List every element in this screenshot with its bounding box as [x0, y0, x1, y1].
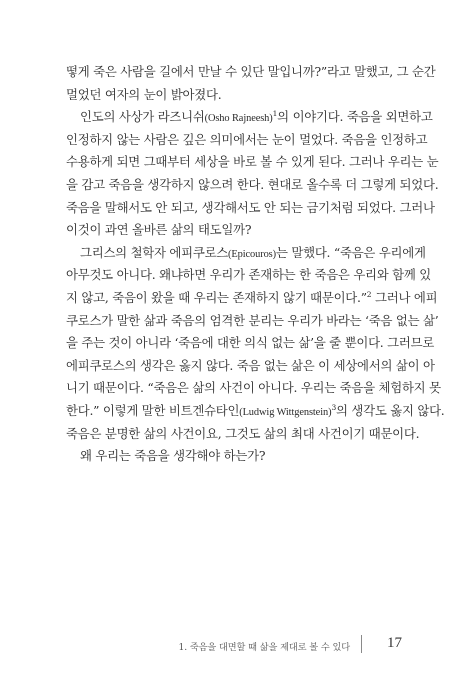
line-text: 인정하지 않는 사람은 깊은 의미에서는 눈이 멀었다. 죽음을 인정하고 [66, 131, 428, 147]
body-text [66, 61, 445, 468]
text-line [66, 423, 420, 446]
footer-divider [361, 635, 362, 653]
text-line [66, 377, 441, 400]
text-line [66, 287, 438, 310]
line-text: 그러나 에피 [371, 289, 438, 305]
line-text: 에피쿠로스의 생각은 옳지 않다. 죽음 없는 삶은 이 세상에서의 삶이 아 [66, 357, 435, 373]
line-text: 그리스의 철학자 에피쿠로스 [80, 244, 229, 260]
footnote-marker: 1 [272, 109, 278, 119]
line-text: 는 말했다. “죽음은 우리에게 [275, 244, 426, 260]
line-text: 죽음은 분명한 삶의 사건이요, 그것도 삶의 최대 사건이기 때문이다. [66, 425, 420, 441]
text-line [66, 84, 406, 107]
line-text: 아무것도 아니다. 왜냐하면 우리가 존재하는 한 죽음은 우리와 함께 있 [66, 267, 432, 283]
line-text: 니기 때문이다. “죽음은 삶의 사건이 아니다. 우리는 죽음을 체험하지 못 [66, 380, 441, 396]
page-number: 17 [387, 635, 402, 651]
line-text: 한다.” 이렇게 말한 비트겐슈타인 [66, 402, 240, 418]
latin-name: (Osho Rajneesh) [204, 113, 273, 125]
text-line [66, 219, 406, 242]
line-text: 인도의 사상가 라즈니쉬 [80, 109, 205, 125]
line-text: 을 감고 죽음을 생각하지 않으려 한다. 현대로 올수록 더 그렇게 되었다. [66, 176, 439, 192]
footnote-marker: 3 [331, 402, 336, 412]
line-text: 왜 우리는 죽음을 생각해야 하는가? [80, 448, 266, 464]
text-line [66, 310, 439, 333]
paragraph-start-line [66, 106, 433, 129]
line-text: 수용하게 되면 그때부터 세상을 바로 볼 수 있게 된다. 그러나 우리는 눈 [66, 154, 439, 170]
text-line [66, 197, 435, 220]
line-text: 을 주는 것이 아니라 ‘죽음에 대한 의식 없는 삶’을 줄 뿐이다. 그러므로 [66, 335, 435, 351]
paragraph-start-line [66, 445, 406, 468]
latin-name: (Ludwig Wittgenstein) [239, 406, 332, 418]
text-line [66, 264, 432, 287]
text-line [66, 332, 435, 355]
text-line [66, 129, 428, 152]
line-text: 이것이 과연 올바른 삶의 태도일까? [66, 222, 252, 238]
line-text: 지 않고, 죽음이 왔을 때 우리는 존재하지 않기 때문이다.” [66, 289, 367, 305]
line-text: 떻게 죽은 사람을 길에서 만날 수 있단 말입니까?”라고 말했고, 그 순간 [66, 64, 436, 79]
latin-name: (Epicouros) [228, 248, 276, 260]
line-text: 의 생각도 옳지 않다. [335, 402, 445, 418]
text-line [66, 174, 439, 197]
line-text: 쿠로스가 말한 삶과 죽음의 엄격한 분리는 우리가 바라는 ‘죽음 없는 삶’ [66, 312, 439, 328]
line-text: 의 이야기다. 죽음을 외면하고 [277, 109, 433, 125]
paragraph-start-line [66, 242, 426, 265]
text-line [66, 61, 436, 84]
text-line [66, 151, 439, 174]
running-head: 1. 죽음을 대면할 때 삶을 제대로 볼 수 있다 [178, 642, 350, 653]
text-line [66, 355, 435, 378]
line-text: 멀었던 여자의 눈이 밝아졌다. [66, 86, 222, 102]
footnote-marker: 2 [366, 289, 372, 299]
page-footer [0, 635, 470, 655]
line-text: 죽음을 말해서도 안 되고, 생각해서도 안 되는 금기처럼 되었다. 그러나 [66, 199, 435, 215]
text-line [66, 400, 445, 423]
